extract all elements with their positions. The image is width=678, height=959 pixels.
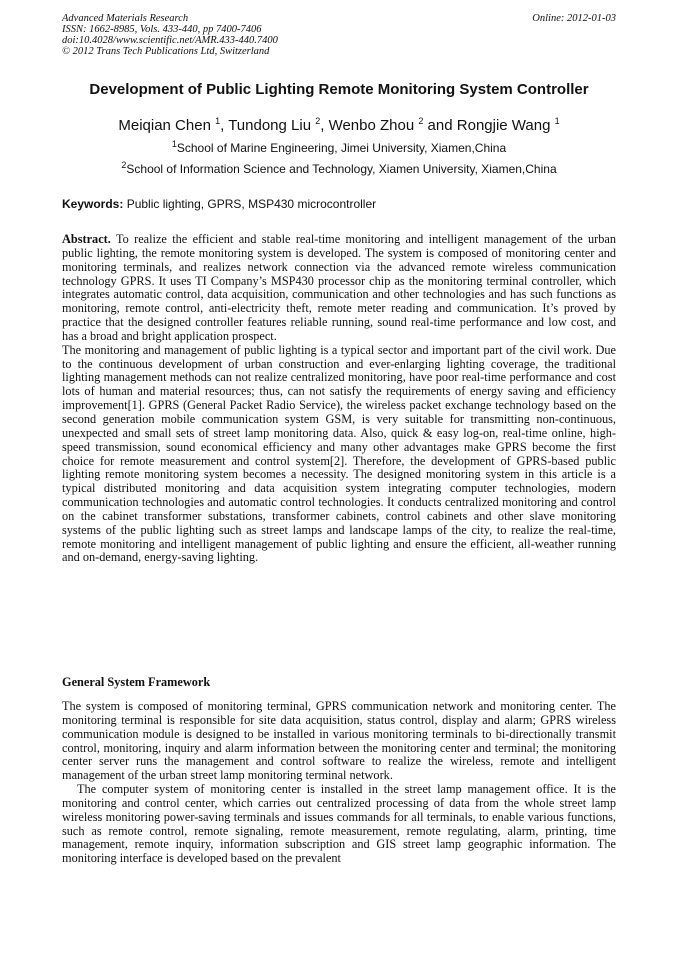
keywords-label: Keywords:: [62, 197, 124, 211]
copyright-line: © 2012 Trans Tech Publications Ltd, Switzerland: [62, 46, 270, 57]
online-date: Online: 2012-01-03: [532, 13, 616, 24]
author-affiliation-mark: 2: [315, 116, 321, 126]
abstract-paragraph: Abstract. To realize the efficient and stable real-time monitoring and intelligent management of the urban public lighting, the remote monitoring system is developed. The system is composed of monitoring center and monitoring terminals, and realizes network connection via the advanced remote wireless communication technology GPRS. It uses TI Company’s MSP430 processor chip as the monitoring terminal controller, which integrates automatic control, data acquisition, communication and other technologies and has such functions as monitoring, remote control, anti-electricity theft, remote meter reading and communication. It’s proved by practice that the designed controller features reliable running, sound real-time performance and low cost, and has a broad and bright application prospect.: [62, 232, 616, 343]
journal-header: [62, 13, 616, 57]
author-list: Meiqian Chen $^1$, Tundong Liu $^2$, Wenbo Zhou $^2$ and Rongjie Wang $^1$: [118, 116, 560, 134]
author-affiliation-mark: 1: [215, 116, 221, 126]
author-affiliation-mark: 2: [418, 116, 424, 126]
paper-title: Development of Public Lighting Remote Monitoring System Controller: [89, 81, 589, 98]
affiliation-1: $^1$School of Marine Engineering, Jimei University, Xiamen,China: [171, 139, 507, 155]
keywords: [62, 197, 616, 211]
author-name: Meiqian Chen: [118, 117, 211, 134]
intro-paragraph: The monitoring and management of public lighting is a typical sector and important part of the civil work. Due to the continuous development of urban construction and ever-enlarging lighting coverage, the traditional lighting management methods can not realize centralized monitoring, have poor real-time performance and cost lots of human and material resources; thus, can not satisfy the requirements of energy saving and efficiency improvement[1]. GPRS (General Packet Radio Service), the wireless packet exchange technology based on the second generation mobile communication system GSM, is very suitable for transmitting non-continuous, unexpected and small sets of street lamp monitoring data. Also, quick & easy log-on, real-time online, high-speed transmission, sound economical efficiency and many other advantages make GPRS become the first choice for remote measurement and control system[2]. Therefore, the development of GPRS-based public lighting remote monitoring system becomes a necessity. The designed monitoring system in this article is a typical distributed monitoring and data acquisition system integrating computer technologies, modern communication technologies and automatic control technologies. It conducts centralized monitoring and control on the cabinet transformer substations, transformer cabinets, control cabinets and other slave monitoring systems of the public lighting such as street lamps and landscape lamps of the city, to realize the real-time, remote monitoring and intelligent management of public lighting and ensure the efficient, all-weather running and on-demand, energy-saving lighting.: [62, 342, 616, 565]
abstract-block: [62, 233, 616, 565]
section-body: [62, 700, 616, 866]
body-paragraph: The system is composed of monitoring terminal, GPRS communication network and monitoring center. The monitoring terminal is responsible for site data acquisition, status control, display and alarm; GPRS wireless communication module is designed to be installed in various monitoring terminals to bi-directionally transmit control, monitoring, inquiry and alarm information between the monitoring center and terminal; the monitoring center server runs the management and control software to realize the wireless, remote and intelligent management of the urban street lamp monitoring terminal network.: [62, 699, 616, 783]
section-heading: General System Framework: [62, 675, 211, 689]
author-name: Tundong Liu: [228, 117, 312, 134]
body-paragraph: The computer system of monitoring center is installed in the street lamp management office. It is the monitoring and control center, which carries out centralized processing of data from the whole street lamp wireless monitoring power-saving terminals and issues commands for all terminals, to enable various functions, such as remote control, remote signaling, remote measurement, remote regulating, alarm, printing, time management, remote inquiry, information subscription and GIS street lamp geographic information. The monitoring interface is developed based on the prevalent: [62, 782, 616, 866]
keywords-text: Public lighting, GPRS, MSP430 microcontroller: [123, 197, 377, 211]
journal-name: Advanced Materials Research: [62, 13, 189, 24]
author-name: Rongjie Wang: [456, 117, 551, 134]
abstract-label: Abstract.: [62, 232, 111, 246]
author-affiliation-mark: 1: [554, 116, 560, 126]
doi-line: doi:10.4028/www.scientific.net/AMR.433-440.7400: [62, 35, 278, 46]
affiliation-2: $^2$School of Information Science and Technology, Xiamen University, Xiamen,China: [121, 160, 557, 176]
author-name: Wenbo Zhou: [328, 117, 415, 134]
issn-line: ISSN: 1662-8985, Vols. 433-440, pp 7400-7406: [62, 24, 262, 35]
